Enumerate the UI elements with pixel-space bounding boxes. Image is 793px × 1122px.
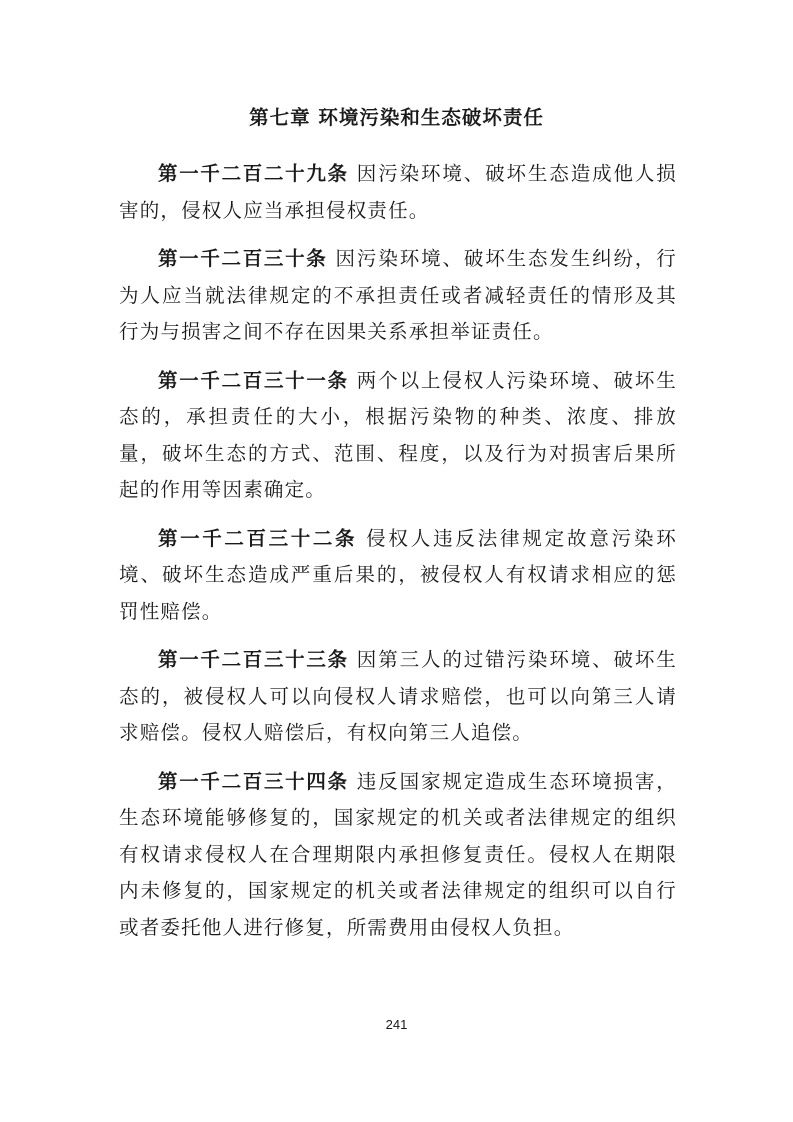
article-text: 侵权人违反法律规定故意污染环境、破坏生态造成严重后果的，被侵权人有权请求相应的惩罚性赔偿。	[119, 526, 677, 623]
article-text: 违反国家规定造成生态环境损害，生态环境能够修复的，国家规定的机关或者法律规定的组织有权请求侵权人在合理期限内承担修复责任。侵权人在期限内未修复的，国家规定的机关或者法律规定的组织可以自行或者委托他人进行修复，所需费用由侵权人负担。	[119, 769, 677, 939]
article-number: 第一千二百三十二条	[158, 526, 358, 550]
article-text: 因污染环境、破坏生态发生纠纷，行为人应当就法律规定的不承担责任或者减轻责任的情形及其行为与损害之间不存在因果关系承担举证责任。	[119, 247, 677, 343]
article-1229	[119, 156, 677, 229]
article-text: 两个以上侵权人污染环境、破坏生态的，承担责任的大小，根据污染物的种类、浓度、排放量，破坏生态的方式、范围、程度，以及行为对损害后果所起的作用等因素确定。	[119, 368, 677, 501]
article-text: 因污染环境、破坏生态造成他人损害的，侵权人应当承担侵权责任。	[119, 162, 677, 222]
article-text: 因第三人的过错污染环境、破坏生态的，被侵权人可以向侵权人请求赔偿，也可以向第三人请求赔偿。侵权人赔偿后，有权向第三人追偿。	[119, 648, 677, 744]
article-number: 第一千二百三十四条	[158, 769, 349, 793]
article-number: 第一千二百三十一条	[158, 368, 349, 392]
article-1230	[119, 241, 677, 351]
article-number: 第一千二百二十九条	[158, 162, 349, 185]
article-1233	[119, 642, 677, 752]
article-1232	[119, 521, 677, 631]
page-number: 241	[385, 1017, 408, 1032]
chapter-title: 第七章 环境污染和生态破坏责任	[249, 106, 544, 129]
article-number: 第一千二百三十条	[158, 247, 328, 270]
article-list	[119, 156, 677, 958]
article-number: 第一千二百三十三条	[158, 648, 349, 671]
article-1231	[119, 363, 677, 509]
article-1234	[119, 764, 677, 947]
